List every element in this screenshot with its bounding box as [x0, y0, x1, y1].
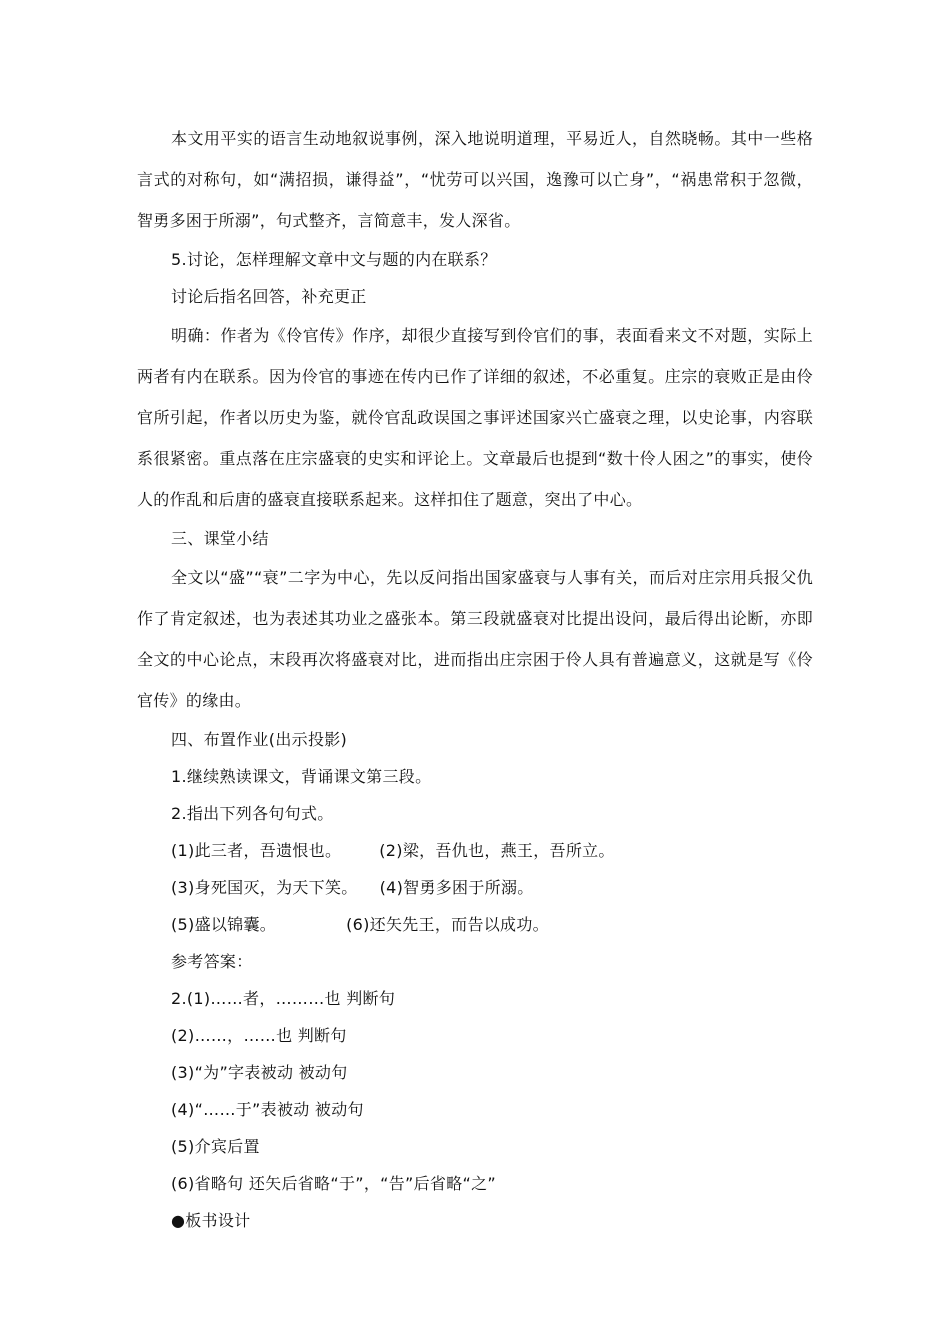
- sentence-4: (4)智勇多困于所溺。: [379, 878, 534, 897]
- sentence-1: (1)此三者，吾遗恨也。: [171, 841, 342, 860]
- answer-1: 2.(1)……者，………也 判断句: [171, 989, 396, 1008]
- answer-4: (4)“……于”表被动 被动句: [171, 1100, 364, 1119]
- answers-title: 参考答案：: [171, 952, 253, 971]
- paragraph-clarification: 明确：作者为《伶官传》作序，却很少直接写到伶官们的事，表面看来文不对题，实际上两者有内在联系。因为伶官的事迹在传内已作了详细的叙述，不必重复。庄宗的衰败正是由伶官所引起，作者以历史为鉴，就伶官乱政误国之事评述国家兴亡盛衰之理，以史论事，内容联系很紧密。重点落在庄宗盛衰的史实和评论上。文章最后也提到“数十伶人困之”的事实，使伶人的作乱和后唐的盛衰直接联系起来。这样扣住了题意，突出了中心。: [137, 326, 813, 509]
- homework-item-1: 1.继续熟读课文，背诵课文第三段。: [171, 767, 432, 786]
- discussion-instruction: 讨论后指名回答，补充更正: [171, 287, 367, 306]
- sentence-6: (6)还矢先王，而告以成功。: [346, 915, 549, 934]
- document-body: [137, 118, 813, 1239]
- sentence-row-1: [137, 832, 813, 869]
- question-5: 5.讨论，怎样理解文章中文与题的内在联系？: [171, 250, 497, 269]
- section-heading-homework: 四、布置作业(出示投影): [171, 730, 348, 749]
- section-heading-summary: 三、课堂小结: [171, 529, 269, 548]
- homework-item-2: 2.指出下列各句句式。: [171, 804, 334, 823]
- board-design-heading: ●板书设计: [171, 1211, 251, 1230]
- sentence-row-3: [137, 906, 813, 943]
- sentence-2: (2)梁，吾仇也，燕王，吾所立。: [379, 841, 615, 860]
- answer-5: (5)介宾后置: [171, 1137, 260, 1156]
- paragraph-summary: 全文以“盛”“衰”二字为中心，先以反问指出国家盛衰与人事有关，而后对庄宗用兵报父仇作了肯定叙述，也为表述其功业之盛张本。第三段就盛衰对比提出设问，最后得出论断，亦即全文的中心论点，末段再次将盛衰对比，进而指出庄宗困于伶人具有普遍意义，这就是写《伶官传》的缘由。: [137, 568, 813, 710]
- sentence-3: (3)身死国灭，为天下笑。: [171, 878, 358, 897]
- answer-3: (3)“为”字表被动 被动句: [171, 1063, 348, 1082]
- answer-6: (6)省略句 还矢后省略“于”，“告”后省略“之”: [171, 1174, 496, 1193]
- sentence-row-2: [137, 869, 813, 906]
- sentence-5: (5)盛以锦囊。: [171, 915, 277, 934]
- paragraph-style-analysis: 本文用平实的语言生动地叙说事例，深入地说明道理，平易近人，自然晓畅。其中一些格言式的对称句，如“满招损，谦得益”，“忧劳可以兴国，逸豫可以亡身”，“祸患常积于忽微，智勇多困于所溺”，句式整齐，言简意丰，发人深省。: [137, 129, 813, 230]
- answer-2: (2)……，……也 判断句: [171, 1026, 347, 1045]
